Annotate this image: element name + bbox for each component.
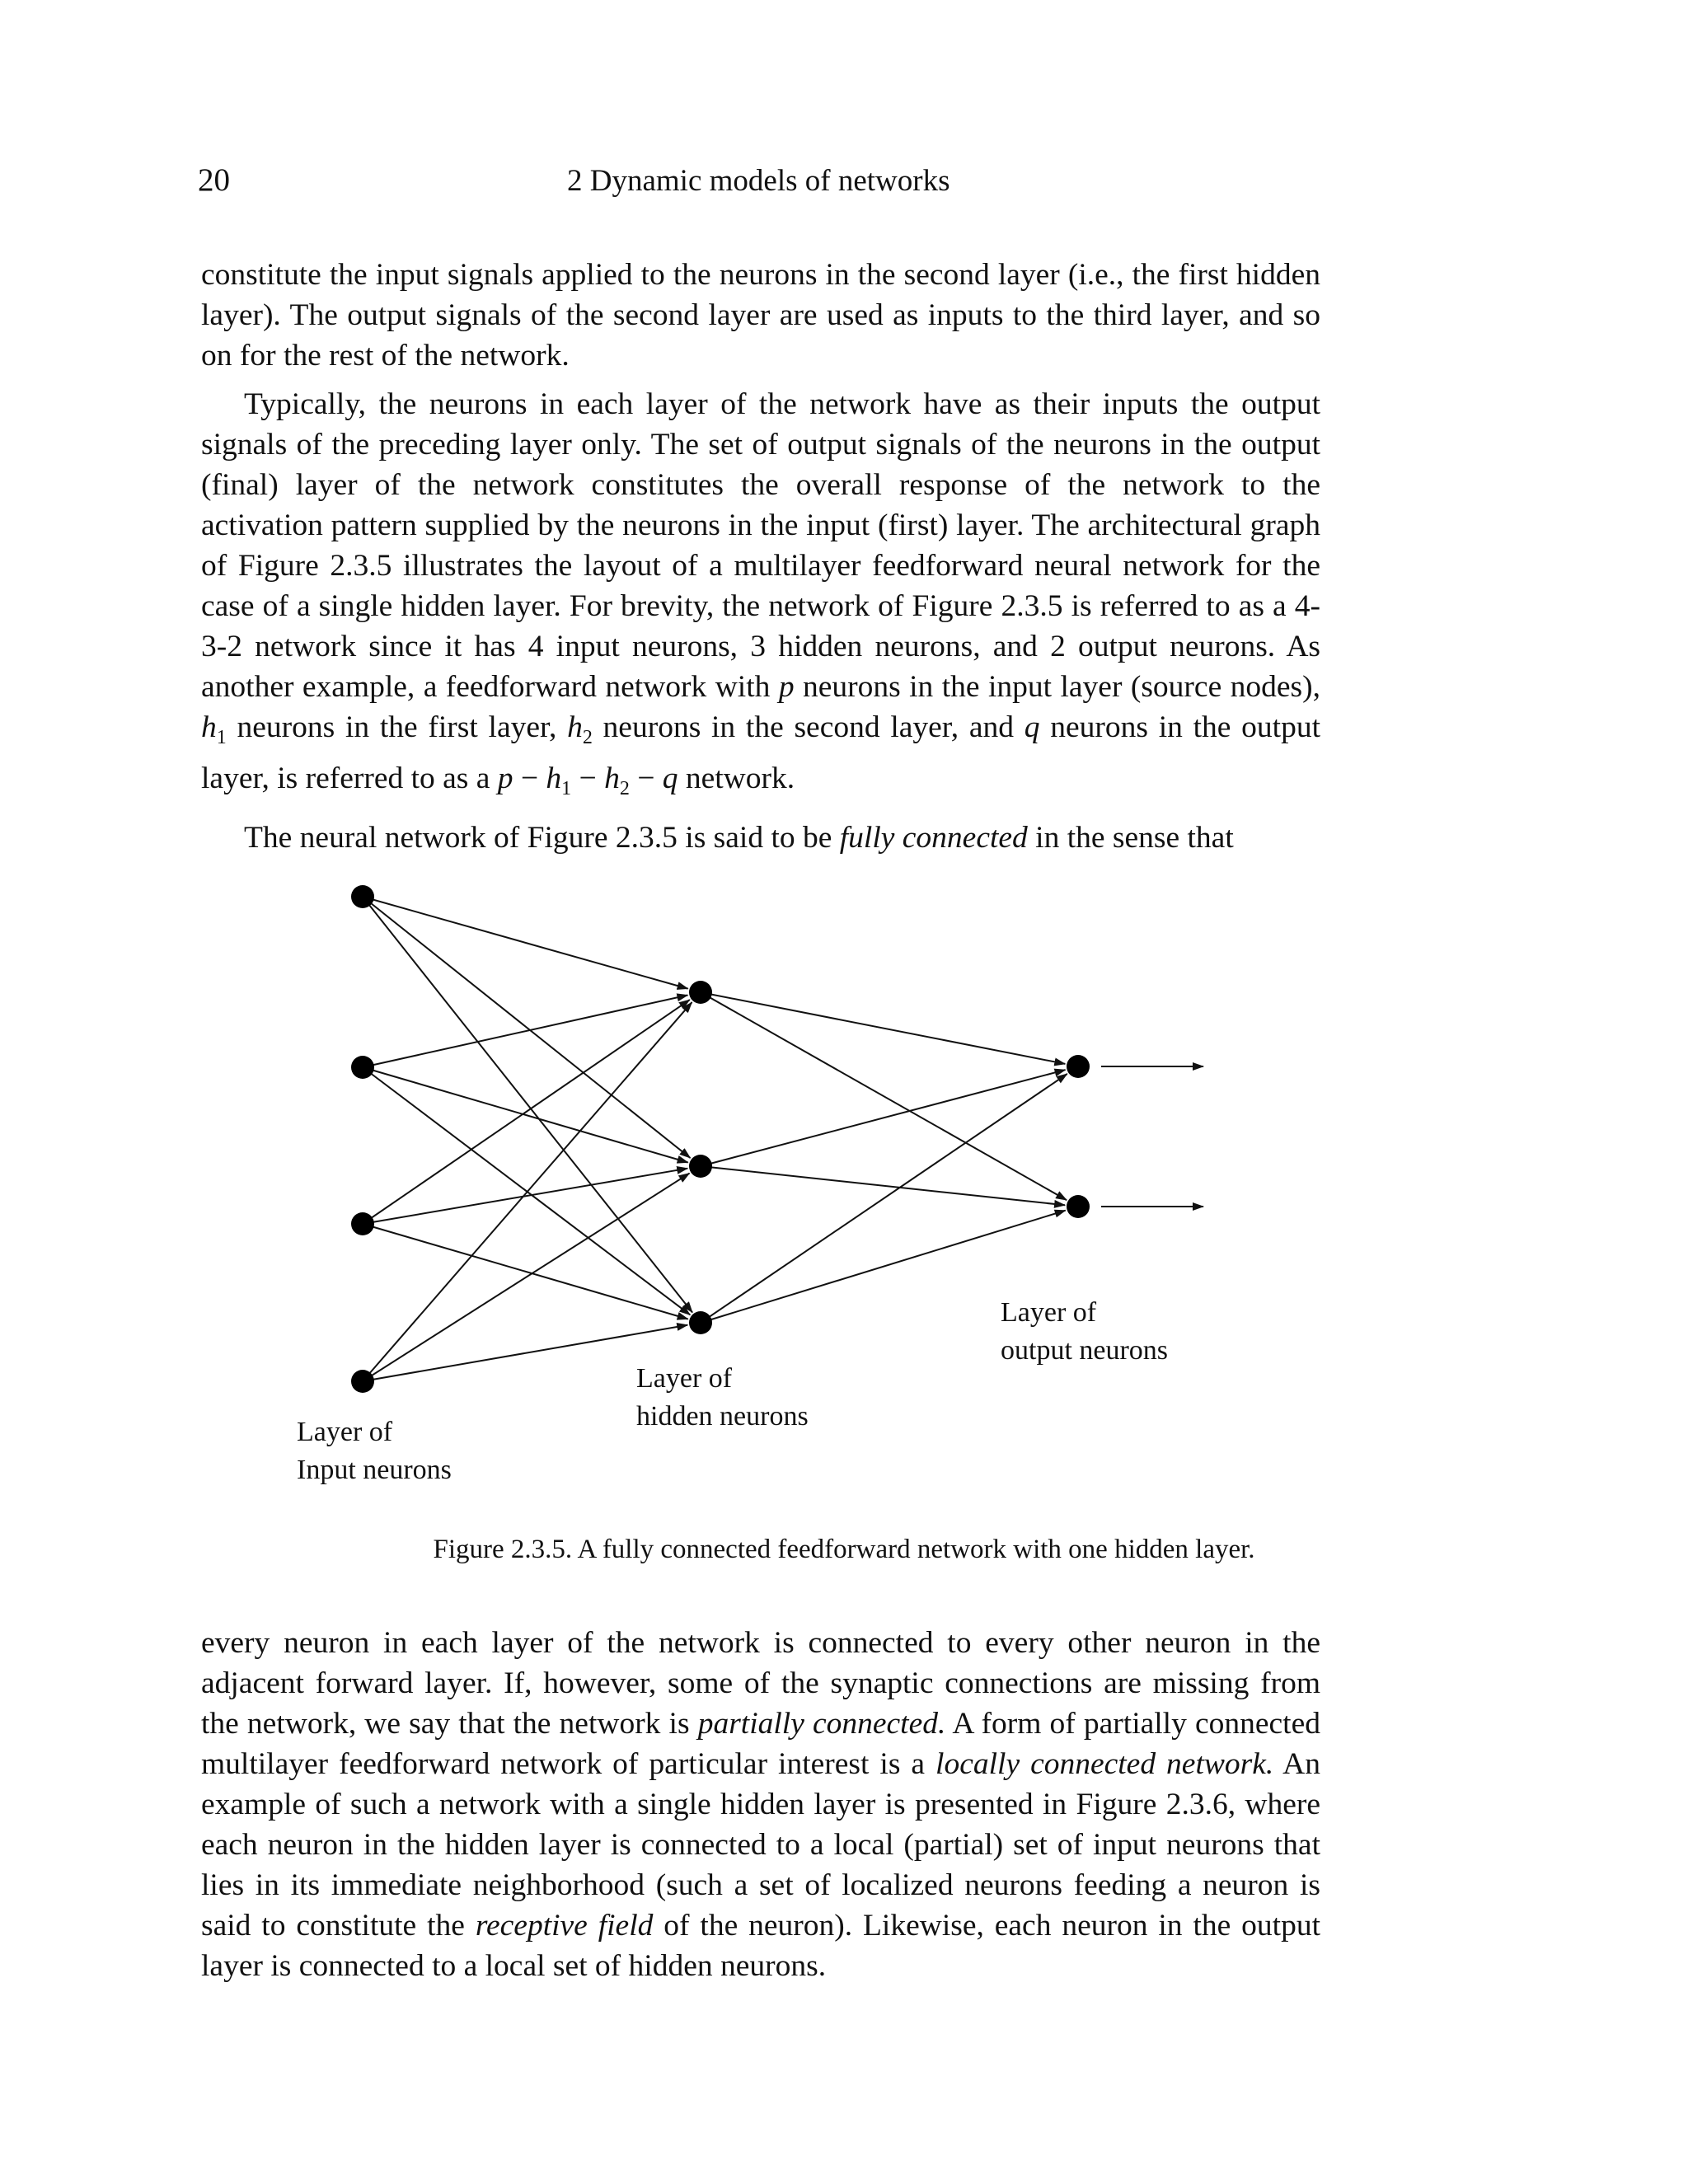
hidden-neuron-3 [689,1311,712,1334]
output-neuron-2 [1067,1195,1090,1218]
hidden-layer-label: Layer of hidden neurons [636,1363,809,1432]
connection-input-2-to-hidden-1 [363,995,687,1067]
connection-input-3-to-hidden-3 [363,1224,688,1319]
connection-hidden-2-to-output-1 [701,1070,1066,1166]
paragraph-2: Typically, the neurons in each layer of the network have as their inputs the output signals of the preceding layer only. The set of output signals of the neurons in the output (final) layer of the network constitutes the overall response of the network to the activation pattern supplied by the neurons in the input (first) layer. The architectural graph of Figure 2.3.5 illustrates the layout of a multilayer feedforward neural network for the case of a single hidden layer. For brevity, the network of Figure 2.3.5 is referred to as a 4-3-2 network since it has 4 input neurons, 3 hidden neurons, and 2 output neurons. As another example, a feedforward network with p neurons in the input layer (source nodes), $h_1$ neurons in the first layer, $h_2$ neurons in the second layer, and q neurons in the output layer, is referred to as a $p - h_1 - h_2 - q$ network. [201,387,1320,799]
paragraph-4: every neuron in each layer of the network is connected to every other neuron in the adjacent forward layer. If, however, some of the synaptic connections are missing from the network, we say that the network is partially connected. A form of partially connected multilayer feedforward network of particular interest is a locally connected network. An example of such a network with a single hidden layer is presented in Figure 2.3.6, where each neuron in the hidden layer is connected to a local (partial) set of input neurons that lies in its immediate neighborhood (such a set of localized neurons feeding a neuron is said to constitute the receptive field of the neuron). Likewise, each neuron in the output layer is connected to a local set of hidden neurons. [201,1626,1320,1983]
network-figure [272,865,1261,1508]
input-layer-label: Layer of Input neurons [297,1417,452,1485]
body-text-top [201,255,1320,858]
output-layer-label: Layer of output neurons [1001,1297,1169,1366]
connection-input-1-to-hidden-1 [363,897,688,989]
connection-hidden-1-to-output-1 [701,992,1065,1064]
connection-hidden-3-to-output-1 [701,1074,1067,1323]
connection-input-2-to-hidden-2 [363,1067,688,1163]
input-neuron-1 [351,885,374,908]
running-head: 2 Dynamic models of networks [567,164,950,198]
input-neuron-2 [351,1056,374,1079]
connection-input-4-to-hidden-1 [363,1002,692,1381]
paragraph-1: constitute the input signals applied to the neurons in the second layer (i.e., the first hidden layer). The output signals of the second layer are used as inputs to the third layer, and so on for the rest of the network. [201,258,1320,373]
connection-input-1-to-hidden-2 [363,897,690,1158]
connection-input-3-to-hidden-2 [363,1169,687,1224]
input-neuron-3 [351,1212,374,1235]
paragraph-3: The neural network of Figure 2.3.5 is said to be fully connected in the sense that [244,821,1234,855]
output-neuron-1 [1067,1055,1090,1078]
connection-hidden-1-to-output-2 [701,992,1067,1200]
hidden-neuron-2 [689,1155,712,1178]
hidden-neuron-1 [689,981,712,1004]
input-neuron-4 [351,1370,374,1393]
figure-caption: Figure 2.3.5. A fully connected feedforward network with one hidden layer. [433,1535,1255,1564]
body-text-bottom [201,1623,1320,1986]
page-number: 20 [198,162,230,198]
